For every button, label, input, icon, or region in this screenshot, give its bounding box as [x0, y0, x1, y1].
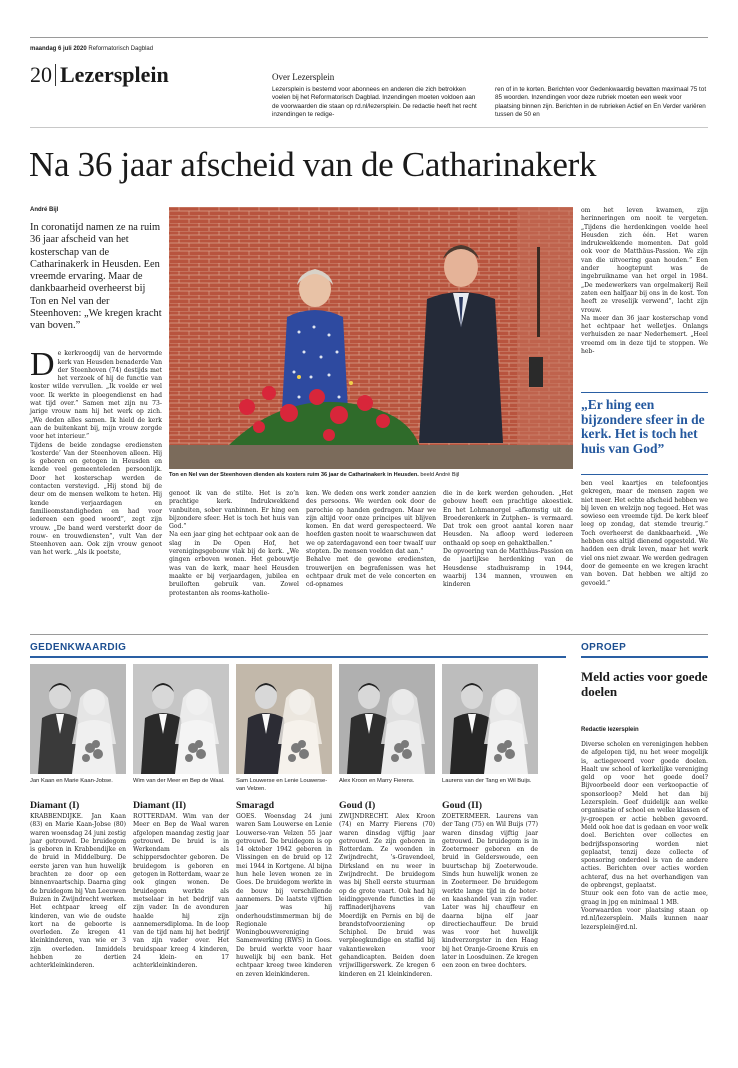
couple-caption: Alex Kroon en Marry Fierens.: [339, 778, 415, 784]
anniversary-heading: Goud (II): [442, 800, 483, 811]
wedding-photo-illustration: [236, 664, 332, 774]
anniversary-text: KRABBENDIJKE. Jan Kaan (83) en Marie Kaan-Jobse (80) waren woensdag 24 juni zestig jaar getrouwd. De bruidegom is geboren in Krabbendijke en de bruid in Middelburg. De eerste jaren van hun huwelijk brachten ze door op een binnenvaartschip. Daarna ging de bruidegom bij Van Leeuwen Buizen in Zwijndrecht werken. Het echtpaar kreeg elf kinderen, van wie de oudste kort na de geboorte is overleden. Ze kregen 41 kleinkinderen, van wie er 3 zijn overleden. Inmiddels hebben ze dertien achterkleinkinderen.: [30, 813, 126, 970]
oproep-label: OPROEP: [581, 642, 627, 653]
dateline: [30, 46, 153, 52]
couple-photo: [133, 664, 229, 774]
couple-caption: Laurens van der Tang en Wil Buijs.: [442, 778, 532, 784]
couple-photo: [442, 664, 538, 774]
oproep-title: Meld acties voor goede doelen: [581, 669, 708, 699]
couple-caption: Sam Louwerse en Lenie Louwerse-van Velzen.: [236, 778, 328, 792]
anniversary-text: ROTTERDAM. Wim van der Meer en Bep de Waal waren afgelopen maandag zestig jaar getrouwd. De bruid is in Werkendam als schippersdochter geboren. De bruidegom is geboren en getogen in Rotterdam, waar ze ook gingen wonen. De bruidegom werkte als metselaar in het bedrijf van zijn vader. In de avonduren haalde hij zijn aannemersdiploma. In de loop van de tijd nam hij het bedrijf van zijn vader over. Het bruidspaar kreeg 4 kinderen, 24 klein- en 17 achterkleinkinderen.: [133, 813, 229, 970]
paper-name: Reformatorisch Dagblad: [88, 46, 154, 52]
quote-rule-top: [581, 392, 708, 393]
headline-rule: [30, 127, 708, 128]
heading-divider: [55, 64, 56, 86]
article-column-3: ken. We deden ons werk zonder aanzien des persoons. We werden ook door de parochie op handen gedragen. Maar we zijn altijd voor onze principes uit blijven komen. En dat werd gerespecteerd. We hoefden gasten nooit te waarschuwen dat we op zaterdagavond een toer twaalf uur stopten. De mensen voelden dat aan.” Behalve met de gewone erediensten, trouwerijen en begrafenissen was het echtpaar druk met de vele concerten en cd-opnames: [306, 490, 436, 589]
couple-caption: Wim van der Meer en Bep de Waal.: [133, 778, 225, 784]
about-text-col1: Lezersplein is bestemd voor abonnees en anderen die zich betrokken voelen bij het Reformatorisch Dagblad. Inzendingen moeten voldoen aan de voorwaarden die staan op rd.nl/lezersplein. De redactie heeft het recht inzendingen te redige-: [272, 86, 477, 119]
anniversary-heading: Diamant (I): [30, 800, 80, 811]
couple-photo: [236, 664, 332, 774]
article-intro: In coronatijd namen ze na ruim 36 jaar afscheid van het kosterschap van de Catharinakerk in Heusden. Een vreemde ervaring. Maar de dankbaarheid overheerst bij Ton en Nel van der Steenhoven: „We kregen kracht van boven.”: [30, 222, 162, 332]
article-column-5a: om het leven kwamen, zijn herinneringen om nooit te vergeten. „Tijdens die herdenkingen voelde heel Heusden zich één. Het waren indrukwekkende momenten. Dat gold ook voor de Matthäus-Passion. We zijn van die uitvoering gaan houden.” Een ander hoogtepunt was de ingebruikname van het orgel in 1984. „De medewerkers van orgelmakerij Reil zaten een halfjaar bij ons in de kost. Ton heeft ze vreselijk verwend”, lacht zijn vrouw. Na meer dan 36 jaar kosterschap vond het echtpaar het welletjes. Onlangs verhuisden ze naar Nederhemert. „Heel vreemd om in deze tijd te stoppen. We heb-: [581, 207, 708, 356]
photo-caption-text: Ton en Nel van der Steenhoven dienden als kosters ruim 36 jaar de Catharinakerk in Heusden.: [169, 472, 419, 478]
section-divider: [30, 634, 708, 635]
section-title: Lezersplein: [60, 62, 169, 87]
article-column-1: [30, 342, 162, 558]
oproep-text: Diverse scholen en verenigingen hebben de afgelopen tijd, nu het weer mogelijk is, actiegevoerd voor goede doelen. Haalt uw school of kerkelijke vereniging geld op voor het goede doel? Bijvoorbeeld door een verkoopactie of sponsorloop? Meld het dan bij Lezersplein. Geef duidelijk aan welke organisatie of school en welke klassen of jv-groepen er actie hebben gevoerd. Meld ook hoe dat is gedaan en voor welk doel. Berichten over collectes en bedrijfssponsoring worden niet geplaatst, tenzij deze collecte of sponsoring onderdeel is van de andere acties. Berichten over acties worden achteraf, dus na het overhandigen van de opbrengst, geplaatst. Stuur ook een foto van de actie mee, graag in jpg en minimaal 1 MB. Voorwaarden voor plaatsing staan op rd.nl/lezersplein. Mails kunnen naar lezersplein@rd.nl.: [581, 741, 708, 931]
drop-cap: D: [30, 346, 55, 384]
wedding-photo-illustration: [30, 664, 126, 774]
anniversary-heading: Goud (I): [339, 800, 376, 811]
article-column-2: genoot ik van de stilte. Het is zo’n prachtige kerk. Indrukwekkend vanbuiten, sober vanbinnen. Er hing een bijzondere sfeer. Het is toch het huis van God.” Na een jaar ging het echtpaar ook aan de slag in De Open Hof, het verenigingsgebouw vlak bij de kerk. „We gingen erboven wonen. Het gebouwtje was van de kerk, maar heel Heusden maakte er bij verjaardagen, jubilea en bruiloften gebruik van. Zowel protestanten als rooms-katholie-: [169, 490, 299, 597]
article-photo: [169, 207, 573, 469]
anniversary-heading: Diamant (II): [133, 800, 187, 811]
anniversary-text: ZOETERMEER. Laurens van der Tang (75) en Wil Buijs (77) waren dinsdag vijftig jaar getrouwd. De bruidegom is in Zoetermeer geboren en de bruid in Gelderswoude, een buurtschap bij Zoeterwoude. Sinds hun huwelijk wonen ze in Zoetermeer. De bruidegom werkte lange tijd in de boter- en kaashandel van zijn vader. Later was hij chauffeur en daarna bijna elf jaar directiechauffeur. De bruid was voor het huwelijk kindverzorgster in den Haag bij het Oranje-Groene Kruis en later in Loosduinen. Ze kregen een zoon en twee dochters.: [442, 813, 538, 970]
wedding-photo-illustration: [442, 664, 538, 774]
wedding-photo-illustration: [339, 664, 435, 774]
page-number: 20: [30, 62, 52, 87]
photo-caption: [169, 472, 573, 478]
couple-photo: [339, 664, 435, 774]
couple-photo: [30, 664, 126, 774]
gedenkwaardig-label: GEDENKWAARDIG: [30, 642, 127, 653]
article-byline: André Bijl: [30, 207, 59, 213]
couple-caption: Jan Kaan en Marie Kaan-Jobse.: [30, 778, 113, 784]
photo-credit: beeld André Bijl: [420, 472, 460, 478]
gedenkwaardig-rule: [30, 656, 566, 658]
anniversary-heading: Smaragd: [236, 800, 275, 811]
oproep-byline: Redactie lezersplein: [581, 727, 639, 733]
couple-photo-illustration: [169, 207, 573, 469]
about-text-col2: ren of in te korten. Berichten voor Gedenkwaardig bevatten maximaal 75 tot 85 woorden. Inzendingen voor deze rubriek moeten een week voor plaatsing binnen zijn. Berichten in de rubrieken Actief en En Verder variëren tussen de 50 en: [495, 86, 707, 119]
anniversary-text: ZWIJNDRECHT. Alex Kroon (74) en Marry Fierens (70) waren dinsdag vijftig jaar getrouwd. Ze zijn geboren in Rotterdam. Ze woonden in Zwijndrecht, ’s-Gravendeel, Dirksland en nu weer in Zwijndrecht. De bruidegom was bij Shell eerste stuurman op de grote vaart. Ook had hij leidinggevende functies in de raffinaderijhavens van Moerdijk en Pernis en bij de brandstofvoorziening op Schiphol. De bruid was verpleegkundige en staflid bij vakantieweken voor gehandicapten. Beiden doen vrijwilligerswerk. Ze kregen 6 kinderen en 21 kleinkinderen.: [339, 813, 435, 978]
page-heading: [30, 62, 169, 88]
oproep-rule: [581, 656, 708, 658]
anniversary-text: GOES. Woensdag 24 juni waren Sam Louwerse en Lenie Louwerse-van Velzen 55 jaar getrouwd. De bruidegom is op 14 oktober 1942 geboren in Vlissingen en de bruid op 12 mei 1944 in Kortgene. Al bijna hun hele leven wonen ze in Goes. De bruidegom werkte in de bouw bij verschillende aannemers. De laatste vijftien jaar was hij onderhoudstimmerman bij de Regionale Woningbouwvereniging Samenwerking (RWS) in Goes. De bruid werkte voor haar huwelijk bij een bank. Het echtpaar kreeg twee kinderen en zeven kleinkinderen.: [236, 813, 332, 978]
wedding-photo-illustration: [133, 664, 229, 774]
quote-rule-bottom: [581, 474, 708, 475]
top-rule: [30, 37, 708, 38]
article-column-4: die in de kerk werden gehouden. „Het gebouw heeft een prachtige akoestiek. En het Lohmanorgel –afkomstig uit de Broederenkerk in Zutphen– is vermaard. Dat trok een groot aantal koren naar Heusden. Na afloop werd iedereen onthaald op soep en gehaktballen.” De opvoering van de Matthäus-Passion en de jaarlijkse herdenking van de Heusdense stadhuisramp in 1944, waarbij 134 mannen, vrouwen en kinderen: [443, 490, 573, 589]
article-headline: Na 36 jaar afscheid van de Catharinakerk: [29, 145, 597, 184]
article-column-1-text: e kerkvoogdij van de hervormde kerk van Heusden benaderde Van der Steenhoven (74) destijds met het verzoek of hij de functie van koster wilde vervullen. „Ik voelde er wel voor. Ik werkte in ploegendienst en had wat tijd over.” Samen met zijn nu 73-jarige vrouw nam hij het werk op zich. „We deden alles samen. Ik hield de kerk aan de buitenkant bij, mijn vrouw zorgde voor het interieur.” Tijdens de beide zondagse erediensten ‘kosterde’ Van der Steenhoven alleen. Hij is geboren en getogen in Heusden en kende veel gemeenteleden persoonlijk. Door het kosterschap werden de contacten verstevigd. „Hij stond bij de deur om de mensen welkom te heten. Hij kende verjaardagen en familieomstandigheden en had voor iedereen een goed woord”, zegt zijn vrouw. „De band werd versterkt door de rouw- en trouwdiensten”, vult Van der Steenhoven aan. Ook zijn vrouw genoot van het werk. „Als ik poetste,: [30, 350, 163, 557]
issue-date: maandag 6 juli 2020: [30, 46, 87, 52]
pull-quote: „Er hing een bijzondere sfeer in de kerk. Het is toch het huis van God”: [581, 397, 705, 456]
article-column-5b: ben veel kaartjes en telefoontjes gekregen, maar de mensen zagen we niet meer. Het echte afscheid hebben we bij leven en welzijn nog tegoed. Het was sowieso een vreemde tijd. De kerk bleef leeg op zondag, dat stemde treurig.” Toch overheerst de dankbaarheid. „We hebben ons altijd dienend opgesteld. We hadden een druk leven, maar het werk viel ons niet zwaar. We werden gedragen door de gemeente en we kregen kracht van boven. Dat hebben we altijd zo gevoeld.”: [581, 480, 709, 587]
about-title: Over Lezersplein: [272, 72, 335, 82]
